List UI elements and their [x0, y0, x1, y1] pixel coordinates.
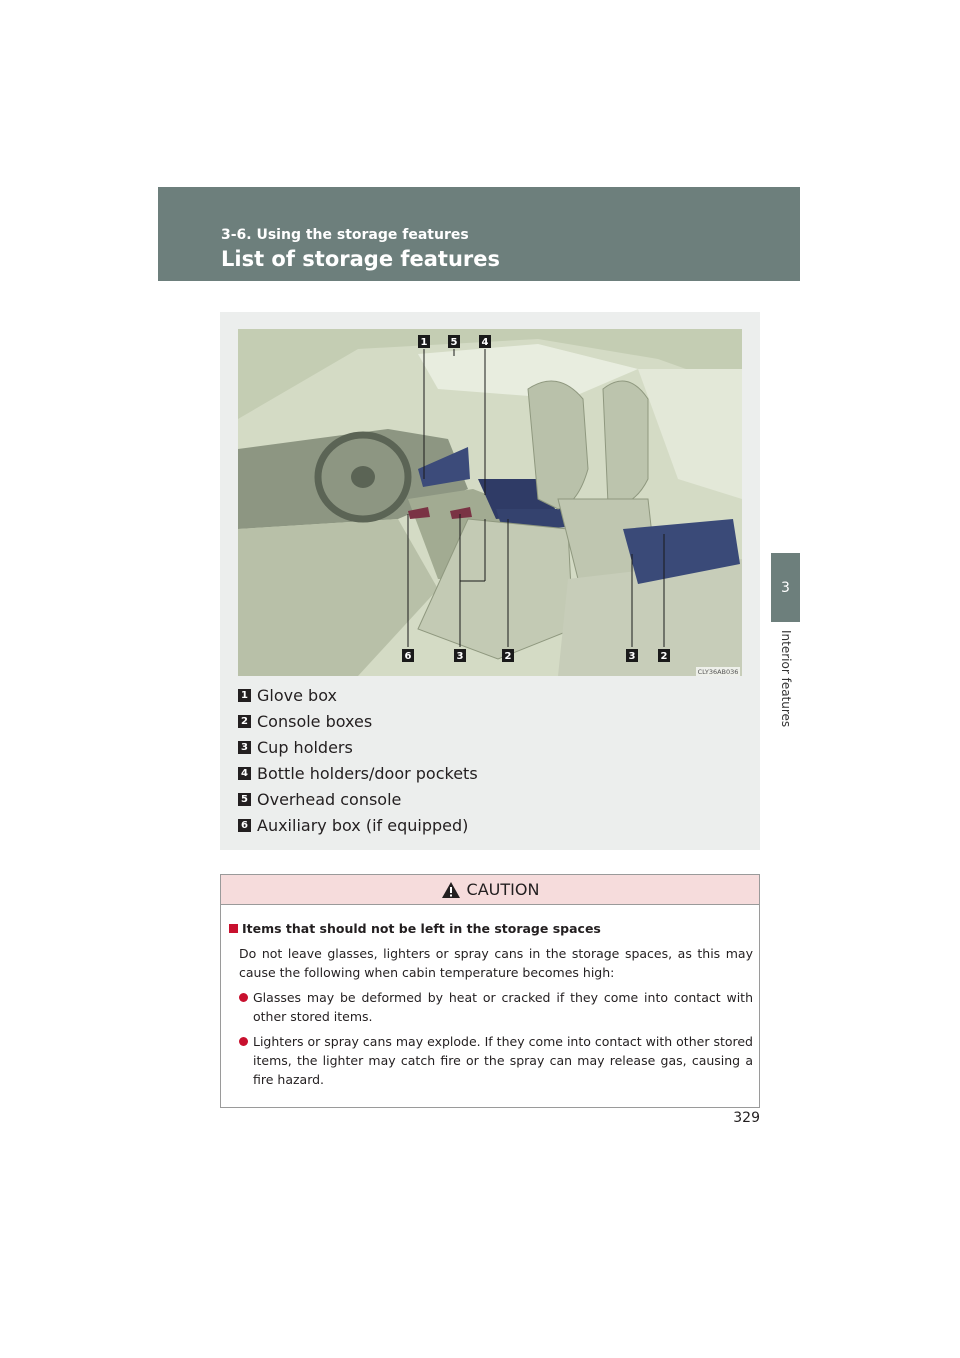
caution-bullet-text: Glasses may be deformed by heat or cracked if they come into contact with other stored items. [253, 990, 753, 1024]
legend-item [238, 786, 478, 812]
callout-label: 1 [420, 337, 428, 348]
legend-number: 2 [238, 715, 251, 728]
page-title: List of storage features [221, 247, 501, 271]
callouts-top [418, 335, 491, 348]
chapter-tab [771, 553, 800, 622]
callout-label: 2 [660, 651, 668, 662]
chapter-number: 3 [781, 579, 790, 596]
page-number: 329 [733, 1110, 760, 1126]
caution-bullet [229, 988, 753, 1026]
warning-triangle-icon [441, 881, 461, 899]
legend-number: 1 [238, 689, 251, 702]
caution-body [221, 905, 759, 1089]
callout-label: 2 [504, 651, 512, 662]
red-dot-bullet-icon [239, 1037, 248, 1046]
callout-label: 3 [628, 651, 636, 662]
caution-bullet-text: Lighters or spray cans may explode. If they come into contact with other stored items, the lighter may catch fire or the spray can may release gas, causing a fire hazard. [253, 1034, 753, 1087]
section-label: 3-6. Using the storage features [221, 227, 469, 243]
callout-label: 3 [456, 651, 464, 662]
legend-label: Auxiliary box (if equipped) [257, 815, 469, 835]
legend-label: Glove box [257, 685, 337, 705]
legend-number: 3 [238, 741, 251, 754]
caution-title: CAUTION [466, 880, 540, 899]
red-dot-bullet-icon [239, 993, 248, 1002]
legend-item [238, 760, 478, 786]
caution-intro: Do not leave glasses, lighters or spray cans in the storage spaces, as this may cause the following when cabin temperature becomes high: [239, 946, 753, 980]
caution-heading-text: Items that should not be left in the storage spaces [242, 921, 601, 936]
caution-box [220, 874, 760, 1108]
legend-number: 5 [238, 793, 251, 806]
chapter-label: Interior features [779, 630, 793, 728]
red-square-bullet-icon [229, 924, 238, 933]
page-header [158, 187, 800, 281]
caution-header [221, 875, 759, 905]
car-interior-illustration [238, 329, 742, 676]
storage-figure-panel [220, 312, 760, 850]
callout-label: 5 [450, 337, 458, 348]
figure-code: CLY36AB036 [697, 668, 739, 676]
legend-number: 4 [238, 767, 251, 780]
caution-bullet [229, 1032, 753, 1089]
legend-number: 6 [238, 819, 251, 832]
storage-legend [238, 682, 478, 838]
callout-label: 6 [404, 651, 412, 662]
legend-label: Bottle holders/door pockets [257, 763, 478, 783]
legend-label: Console boxes [257, 711, 373, 731]
legend-item [238, 734, 478, 760]
legend-item [238, 812, 478, 838]
legend-item [238, 708, 478, 734]
legend-label: Cup holders [257, 737, 353, 757]
legend-label: Overhead console [257, 789, 402, 809]
caution-heading [229, 919, 753, 938]
callout-label: 4 [481, 337, 489, 348]
legend-item [238, 682, 478, 708]
